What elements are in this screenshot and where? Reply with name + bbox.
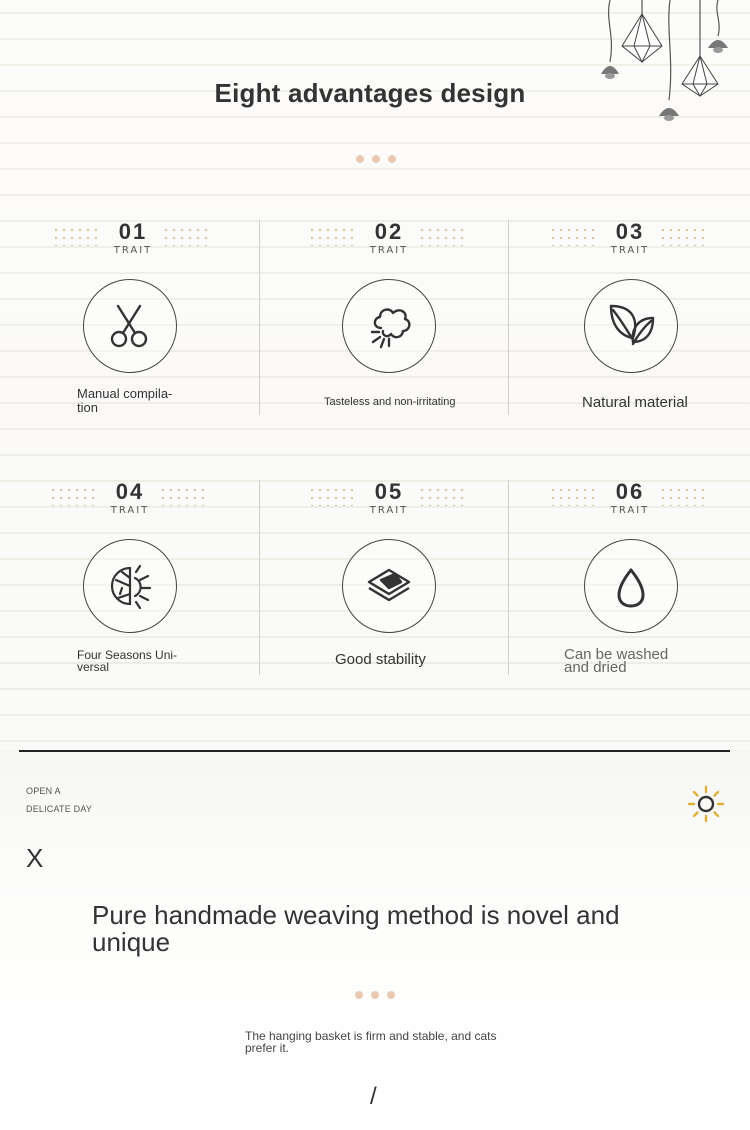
- season-sun-snow-icon: [102, 558, 158, 614]
- trait-sub: TRAIT: [610, 505, 650, 516]
- trait-number: 02: [374, 219, 404, 244]
- trait-sub: TRAIT: [113, 245, 153, 256]
- sun-icon: [686, 784, 726, 824]
- feature-title: Pure handmade weaving method is novel and unique: [92, 900, 620, 957]
- pendant-lamps-icon: [590, 0, 750, 130]
- trait-icon-circle: [83, 279, 177, 373]
- trait-sub: TRAIT: [610, 245, 650, 256]
- trait-label: Tasteless and non-irritating: [324, 396, 456, 408]
- trait-icon-circle: [83, 539, 177, 633]
- trait-sub: TRAIT: [110, 505, 150, 516]
- trait-icon-circle: [584, 539, 678, 633]
- decorative-dots: [356, 155, 396, 163]
- x-mark: X: [26, 843, 44, 873]
- odor-cloud-icon: [361, 298, 417, 354]
- trait-label: Manual compila- tion: [77, 386, 173, 415]
- column-divider: [259, 220, 260, 415]
- trait-label: Good stability: [335, 651, 426, 668]
- trait-icon-circle: [584, 279, 678, 373]
- slash-mark: /: [370, 1083, 377, 1110]
- feature-description: The hanging basket is firm and stable, and cats prefer it.: [245, 1029, 497, 1055]
- leaf-icon: [603, 298, 659, 354]
- trait-sub: TRAIT: [369, 505, 409, 516]
- decorative-dots: [355, 991, 395, 999]
- scissors-icon: [102, 298, 158, 354]
- trait-number: 06: [615, 479, 645, 504]
- trait-sub: TRAIT: [369, 245, 409, 256]
- column-divider: [508, 220, 509, 415]
- trait-icon-circle: [342, 279, 436, 373]
- trait-label: Natural material: [582, 394, 688, 411]
- column-divider: [508, 480, 509, 675]
- trait-number: 01: [118, 219, 148, 244]
- banner-line-2: DELICATE DAY: [26, 804, 93, 814]
- trait-number: 03: [615, 219, 645, 244]
- trait-label: Four Seasons Uni- versal: [77, 648, 178, 674]
- banner-line-1: OPEN A: [26, 786, 61, 796]
- trait-label: Can be washed and dried: [564, 646, 669, 676]
- water-drop-icon: [603, 558, 659, 614]
- trait-icon-circle: [342, 539, 436, 633]
- layers-stability-icon: [361, 558, 417, 614]
- section-title: Eight advantages design: [214, 78, 526, 108]
- section-divider-line: [19, 750, 730, 752]
- trait-number: 05: [374, 479, 404, 504]
- trait-number: 04: [115, 479, 145, 504]
- column-divider: [259, 480, 260, 675]
